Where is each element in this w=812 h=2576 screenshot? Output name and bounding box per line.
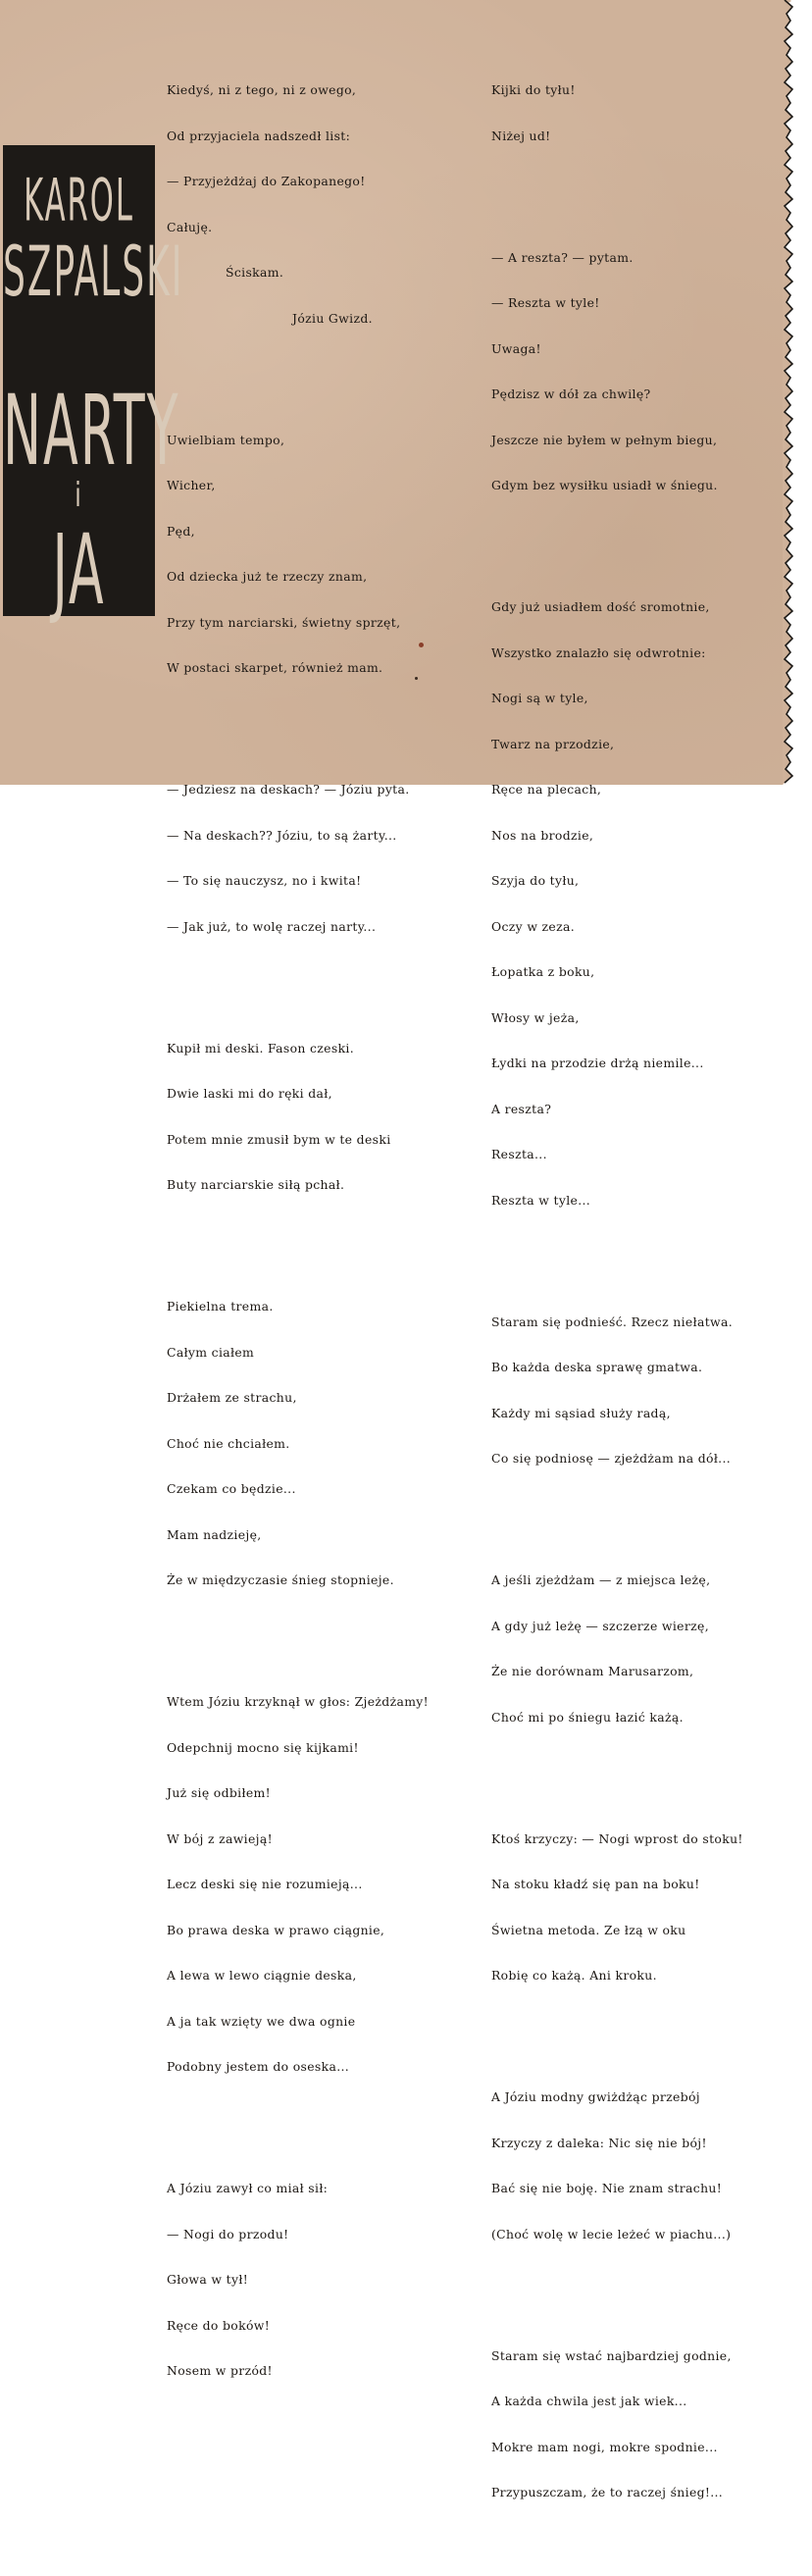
verse-line: Wicher, [167, 478, 216, 492]
verse-line: Że nie dorównam Marusarzom, [491, 1664, 694, 1678]
verse-line: Kijki do tyłu! [491, 82, 576, 97]
stanza [167, 52, 429, 356]
verse-line: Bać się nie boję. Nie znam strachu! [491, 2181, 723, 2195]
title-word-narty: NARTY [3, 374, 180, 488]
verse-line: Choć nie chciałem. [167, 1435, 290, 1451]
torn-edge [783, 0, 812, 785]
verse-line: Dwie laski mi do ręki dał, [167, 1086, 332, 1101]
signature-greeting: Ściskam. [226, 265, 284, 280]
verse-line: Bo każda deska sprawę gmatwa. [491, 1360, 703, 1374]
verse-line: Drżałem ze strachu, [167, 1390, 297, 1405]
verse-line: Przypuszczam, że to raczej śnieg!... [491, 2485, 724, 2499]
verse-line: A każda chwila jest jak wiek... [491, 2394, 687, 2408]
verse-line: A gdy już leżę — szczerze wierzę, [491, 1618, 709, 1633]
verse-line: Nosem w przód! [167, 2363, 273, 2378]
verse-line: — Przyjeżdżaj do Zakopanego! [167, 174, 366, 188]
verse-line: Bo prawa deska w prawo ciągnie, [167, 1922, 385, 1937]
verse-line: Od dziecka już te rzeczy znam, [167, 569, 368, 584]
verse-line: Głowa w tył! [167, 2272, 249, 2287]
verse-line: Włosy w jeża, [491, 1009, 580, 1025]
verse-line: Podobny jestem do oseska... [167, 2059, 350, 2074]
stanza [491, 1801, 743, 2014]
verse-line: A lewa w lewo ciągnie deska, [167, 1968, 357, 1983]
verse-line: Staram się wstać najbardziej godnie, [491, 2347, 732, 2363]
ink-spot [419, 643, 424, 647]
verse-line: — Jak już, to wolę raczej narty... [167, 918, 377, 934]
verse-line: A jeśli zjeżdżam — z miejsca leżę, [491, 1572, 711, 1587]
verse-line: Łydki na przodzie drżą niemile... [491, 1056, 704, 1070]
verse-line: Staram się podnieść. Rzecz niełatwa. [491, 1314, 734, 1329]
verse-line: Piekielna trema. [167, 1299, 274, 1314]
ink-spot [415, 677, 418, 680]
verse-line: — Nogi do przodu! [167, 2226, 289, 2241]
verse-line: Wszystko znalazło się odwrotnie: [491, 644, 706, 660]
title-word-ja: JA [52, 513, 106, 627]
stanza [167, 751, 429, 964]
verse-line: Potem mnie zmusił bym w te deski [167, 1131, 391, 1147]
verse-line: Na stoku kładź się pan na boku! [491, 1877, 700, 1891]
verse-line: Robię co każą. Ani kroku. [491, 1968, 657, 1983]
poem-right-column [491, 22, 743, 2576]
verse-line: Całym ciałem [167, 1344, 255, 1360]
verse-line: Wtem Józiu krzyknął w głos: Zjeżdżamy! [167, 1694, 429, 1709]
verse-line: Co się podniosę — zjeżdżam na dół... [491, 1451, 732, 1466]
verse-line: Uwielbiam tempo, [167, 432, 285, 447]
verse-line: Odepchnij mocno się kijkami! [167, 1739, 359, 1755]
verse-line: W bój z zawieją! [167, 1830, 273, 1846]
verse-line: Jeszcze nie byłem w pełnym biegu, [491, 432, 718, 447]
verse-line: — To się nauczysz, no i kwita! [167, 873, 362, 888]
verse-line: — Na deskach?? Józiu, to są żarty... [167, 827, 397, 843]
verse-line: (Choć wolę w lecie leżeć w piachu...) [491, 2226, 732, 2241]
verse-line: Pęd, [167, 523, 195, 539]
verse-line: Niżej ud! [491, 128, 551, 143]
verse-line: Buty narciarskie siłą pchał. [167, 1177, 345, 1192]
author-last-name: SZPALSKI [3, 233, 184, 313]
stanza [491, 220, 743, 524]
verse-line: A ja tak wzięty we dwa ognie [167, 2013, 356, 2029]
verse-line: Reszta... [491, 1147, 547, 1161]
verse-line: Lecz deski się nie rozumieją... [167, 1877, 363, 1891]
verse-line: Każdy mi sąsiad służy radą, [491, 1405, 671, 1420]
stanza [491, 1284, 743, 1497]
stanza [491, 52, 743, 174]
verse-line: Twarz na przodzie, [491, 736, 615, 751]
stanza [167, 1268, 429, 1619]
stanza [167, 1664, 429, 2105]
verse-line: Mokre mam nogi, mokre spodnie... [491, 2439, 718, 2454]
stanza [491, 2318, 743, 2531]
verse-line: Kiedyś, ni z tego, ni z owego, [167, 82, 357, 97]
verse-line: Przy tym narciarski, świetny sprzęt, [167, 614, 401, 630]
verse-line: Że w międzyczasie śnieg stopnieje. [167, 1572, 394, 1587]
verse-line: Ktoś krzyczy: — Nogi wprost do stoku! [491, 1830, 743, 1846]
verse-line: Całuję. [167, 219, 213, 234]
poem-left-column [167, 22, 429, 2454]
verse-line: Czekam co będzie... [167, 1481, 296, 1496]
author-first-name: KAROL [24, 167, 134, 235]
verse-line: Łopatka z boku, [491, 964, 595, 979]
verse-line: Krzyczy z daleka: Nic się nie bój! [491, 2135, 707, 2150]
stanza [491, 2059, 743, 2272]
verse-line: Uwaga! [491, 340, 541, 356]
verse-line: A reszta? [491, 1101, 552, 1116]
verse-line: Nos na brodzie, [491, 827, 594, 843]
verse-line: Reszta w tyle... [491, 1192, 591, 1208]
verse-line: — Jedziesz na deskach? — Józiu pyta. [167, 782, 410, 797]
title-conjunction: i [75, 477, 83, 515]
verse-line: — A reszta? — pytam. [491, 249, 634, 265]
verse-line: Ręce do boków! [167, 2317, 271, 2333]
signature-name: Józiu Gwizd. [292, 310, 373, 326]
verse-line: Już się odbiłem! [167, 1785, 271, 1800]
verse-line: A Józiu modny gwiżdżąc przebój [491, 2089, 700, 2104]
stanza [167, 402, 429, 706]
verse-line: Ręce na plecach, [491, 782, 602, 797]
verse-line: Od przyjaciela nadszedł list: [167, 128, 351, 143]
verse-line: Nogi są w tyle, [491, 691, 588, 705]
verse-line: Oczy w zeza. [491, 918, 576, 934]
verse-line: Szyja do tyłu, [491, 873, 580, 888]
verse-line: — Reszta w tyle! [491, 295, 600, 310]
verse-line: Pędzisz w dół za chwilę? [491, 386, 651, 401]
stanza [167, 1010, 429, 1223]
verse-line: Kupił mi deski. Fason czeski. [167, 1040, 355, 1056]
verse-line: W postaci skarpet, również mam. [167, 660, 383, 675]
verse-line: Świetna metoda. Ze łzą w oku [491, 1922, 686, 1937]
verse-line: A Józiu zawył co miał sił: [167, 2181, 329, 2195]
stanza [167, 2150, 429, 2409]
verse-line: Gdy już usiadłem dość sromotnie, [491, 599, 710, 614]
verse-line: Choć mi po śniegu łazić każą. [491, 1709, 684, 1725]
verse-line: Mam nadzieję, [167, 1526, 262, 1542]
stanza [491, 1542, 743, 1755]
stanza [491, 569, 743, 1238]
verse-line: Gdym bez wysiłku usiadł w śniegu. [491, 478, 718, 492]
